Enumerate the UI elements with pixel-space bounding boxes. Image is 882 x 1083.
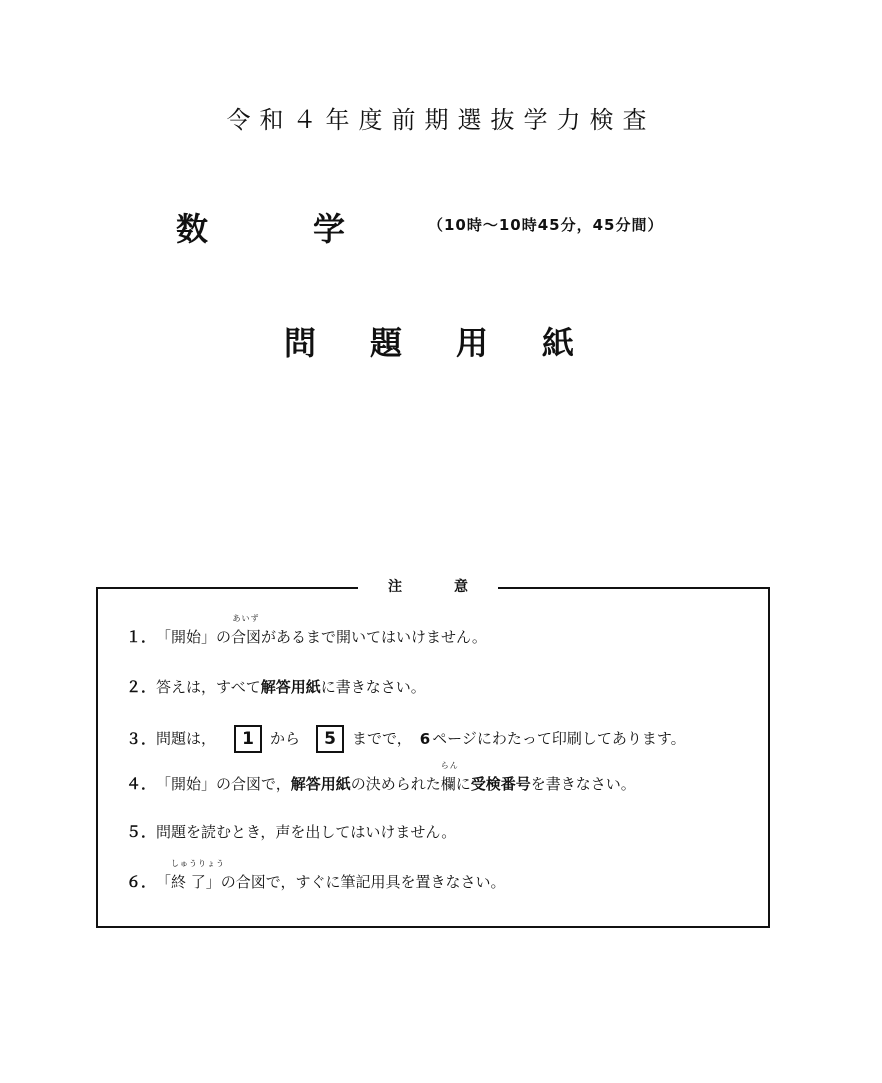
item-text: があるまで開いてはいけません。 bbox=[261, 628, 487, 646]
item-text: 」の合図で，すぐに筆記用具を置きなさい。 bbox=[205, 873, 506, 891]
notice-title-char-2: 意 bbox=[454, 579, 468, 595]
ruby-base: 欄 bbox=[440, 775, 456, 793]
ruby-reading: あいず bbox=[232, 614, 260, 623]
item-text: 答えは，すべて bbox=[156, 678, 261, 696]
item-text: までで， bbox=[352, 729, 412, 748]
item-bold-text: 解答用紙 bbox=[290, 775, 351, 793]
ruby-base: 終 了 bbox=[171, 873, 206, 891]
item-number: ２． bbox=[126, 678, 157, 696]
exam-title: 令和４年度前期選抜学力検査 bbox=[226, 106, 656, 134]
item-bold-text: 解答用紙 bbox=[260, 678, 321, 696]
ruby-reading: しゅうりょう bbox=[171, 859, 226, 868]
ruby-base: 合図 bbox=[231, 628, 262, 646]
sheet-title-char-2: 題 bbox=[370, 324, 403, 362]
notice-item-1 bbox=[126, 614, 487, 647]
subject-char-1: 数 bbox=[176, 210, 209, 248]
notice-item-6 bbox=[126, 859, 506, 892]
boxed-number-1: 1 bbox=[234, 725, 262, 753]
item-number: ６． bbox=[126, 873, 157, 891]
notice-item-2 bbox=[126, 677, 426, 697]
item-text: 「開始」の bbox=[156, 628, 232, 646]
notice-item-3 bbox=[126, 725, 686, 753]
notice-title bbox=[358, 578, 498, 596]
item-bold-text: 受検番号 bbox=[470, 775, 531, 793]
ruby-word bbox=[231, 614, 262, 647]
notice-item-4 bbox=[126, 761, 636, 794]
item-number: ３． bbox=[126, 729, 157, 748]
subject-char-2: 学 bbox=[313, 210, 346, 248]
notice-title-char-1: 注 bbox=[388, 579, 402, 595]
item-text: から bbox=[270, 729, 301, 748]
ruby-word bbox=[171, 859, 226, 892]
item-text: に bbox=[455, 775, 471, 793]
item-text: に書きなさい。 bbox=[320, 678, 426, 696]
ruby-word bbox=[440, 761, 459, 794]
item-text: 問題を読むとき，声を出してはいけません。 bbox=[156, 823, 457, 841]
item-text: を書きなさい。 bbox=[530, 775, 636, 793]
sheet-title-char-3: 用 bbox=[456, 324, 489, 362]
item-text: 「開始」の合図で， bbox=[156, 775, 291, 793]
exam-time-info: （10時～10時45分，45分間） bbox=[428, 216, 664, 234]
item-text: 問題は， bbox=[156, 729, 217, 748]
sheet-title-char-1: 問 bbox=[284, 324, 317, 362]
ruby-reading: らん bbox=[440, 761, 459, 770]
item-text: ページにわたって印刷してあります。 bbox=[432, 729, 686, 748]
item-text: 「 bbox=[156, 873, 172, 891]
page-count: 6 bbox=[419, 729, 431, 748]
item-number: ５． bbox=[126, 823, 157, 841]
notice-item-5 bbox=[126, 822, 456, 842]
item-text: の決められた bbox=[350, 775, 441, 793]
item-number: ４． bbox=[126, 775, 157, 793]
sheet-title-char-4: 紙 bbox=[542, 324, 575, 362]
boxed-number-5: 5 bbox=[316, 725, 344, 753]
item-number: １． bbox=[126, 628, 157, 646]
